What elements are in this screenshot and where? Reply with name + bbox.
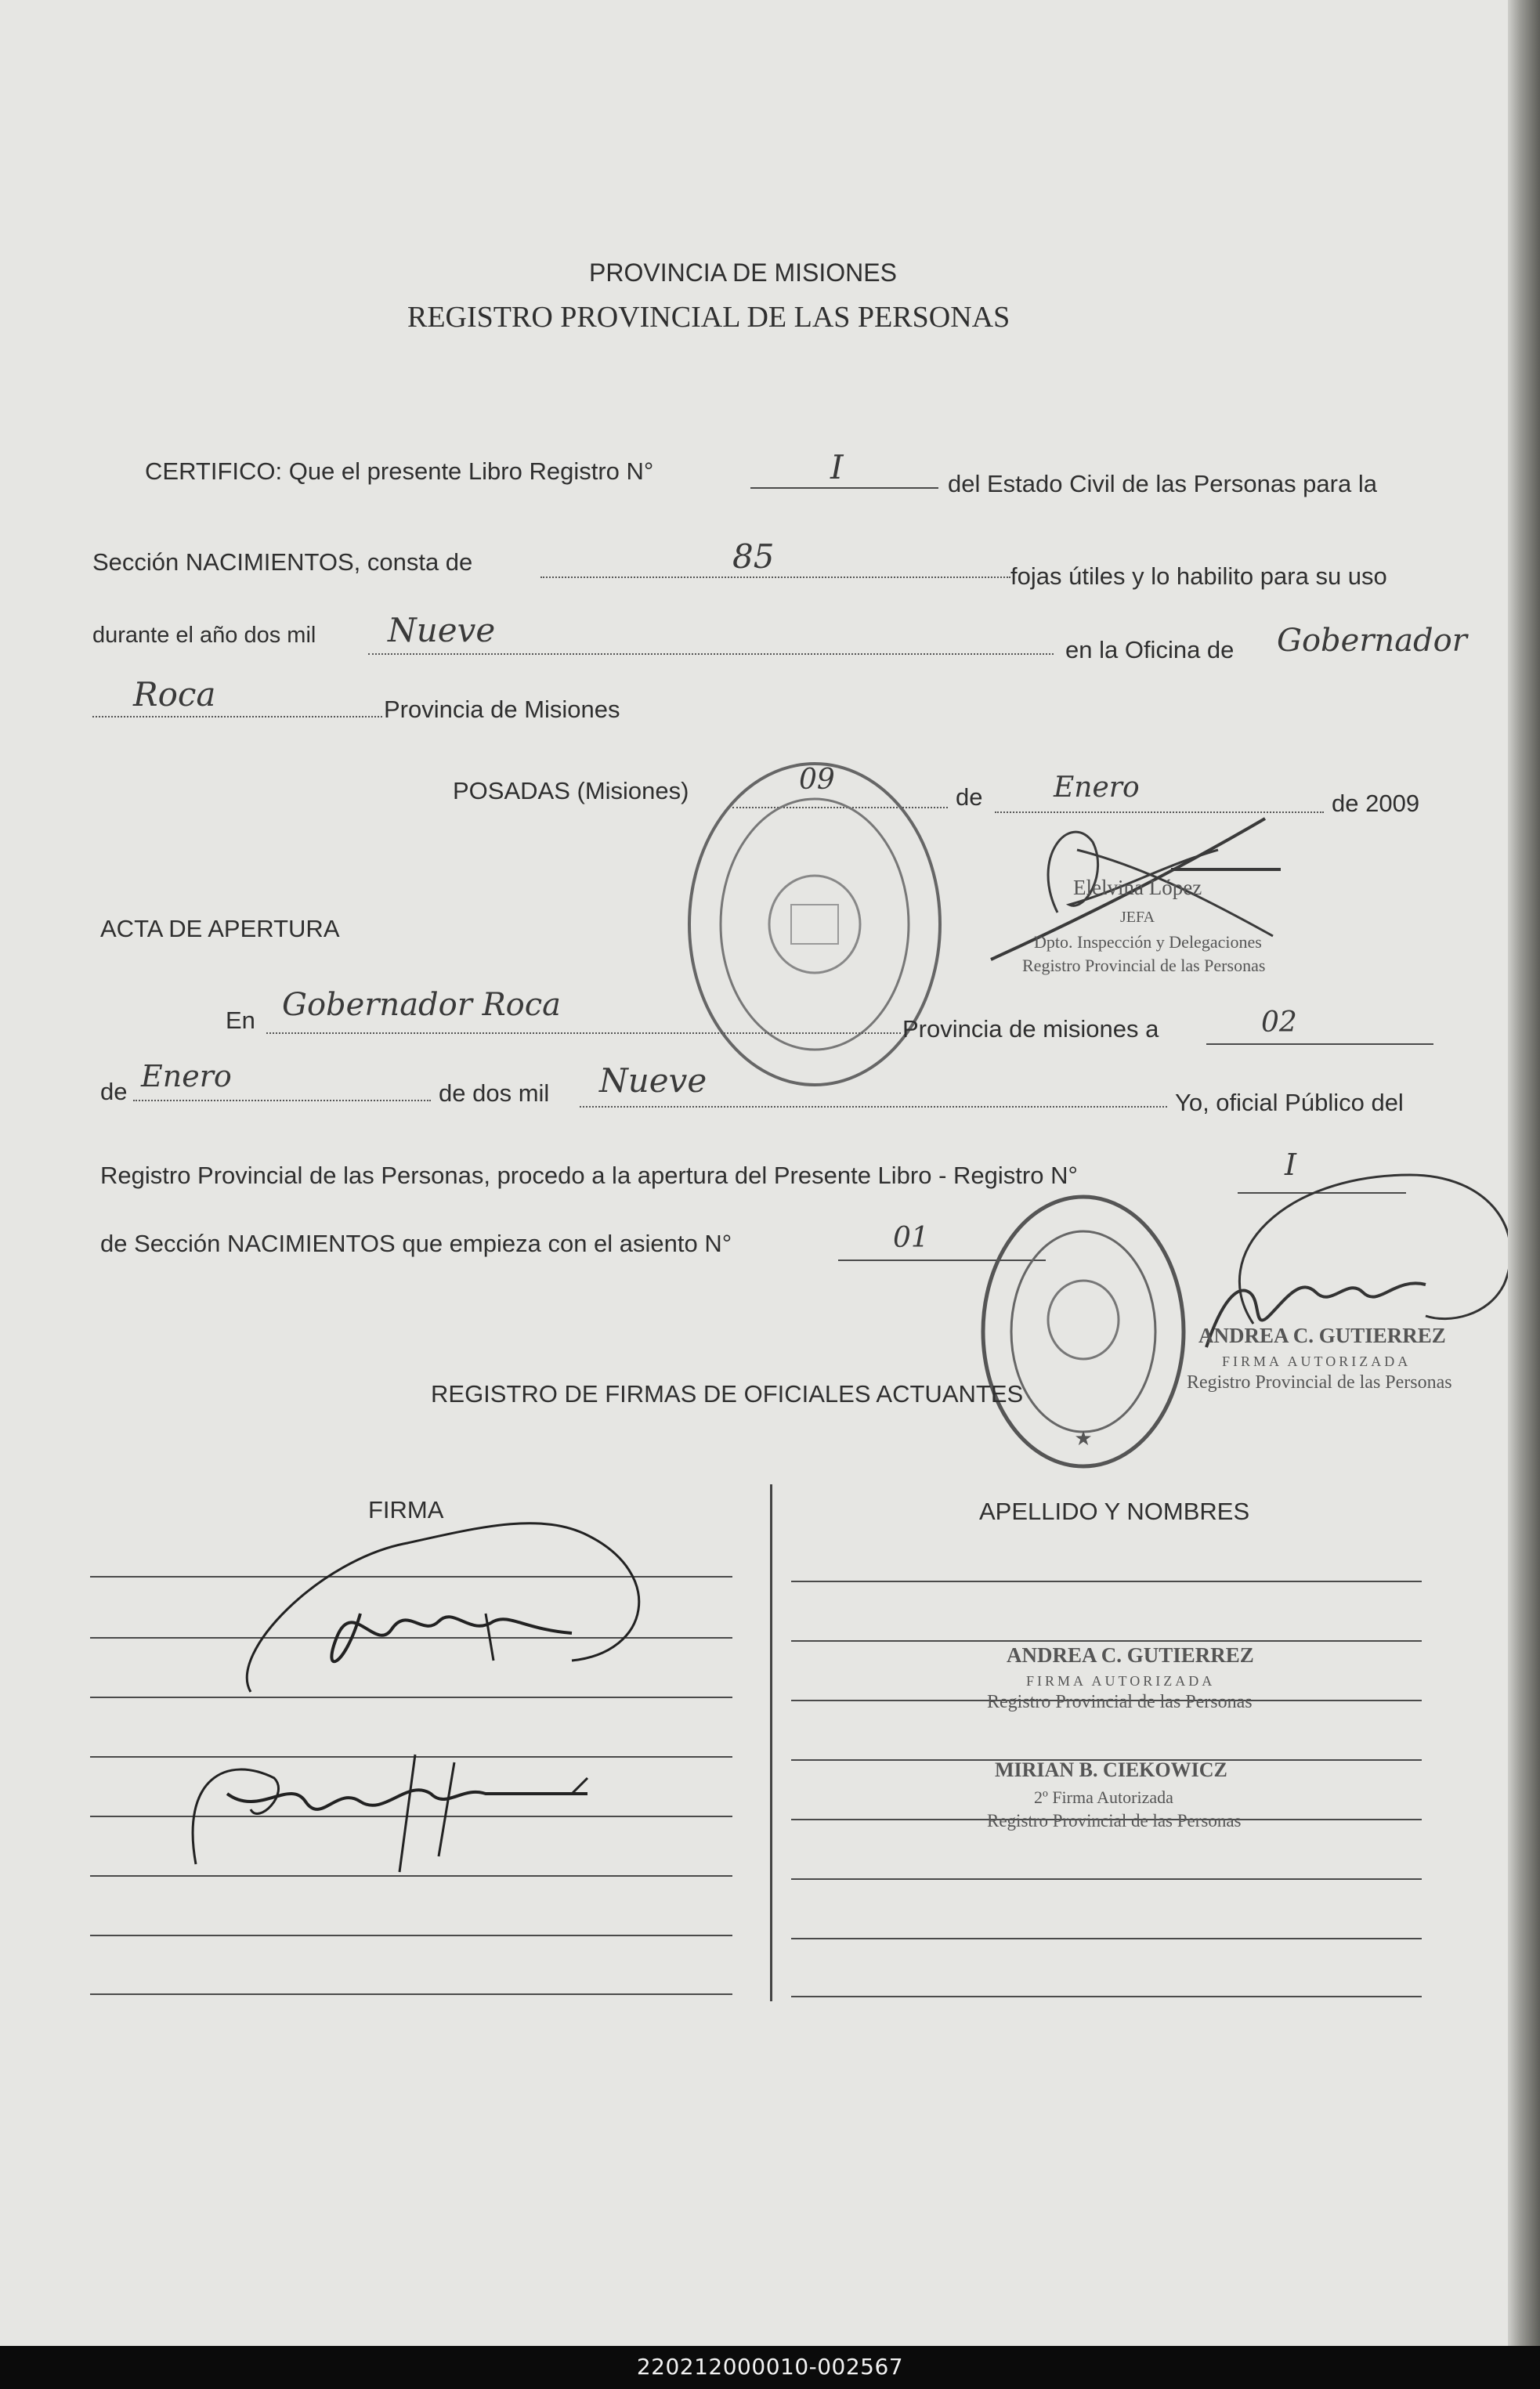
official-signature-2 xyxy=(180,1731,619,1888)
cert-line2-b: fojas útiles y lo habilito para su uso xyxy=(1010,562,1387,590)
folios-line xyxy=(540,576,1010,578)
signer-1-name: Elelvina López xyxy=(1073,876,1202,899)
cert-day: 09 xyxy=(799,764,835,796)
official-1-name: ANDREA C. GUTIERREZ xyxy=(1007,1643,1254,1667)
acta-book-number: I xyxy=(1285,1148,1297,1182)
acta-place: Gobernador Roca xyxy=(282,987,562,1023)
book-number: I xyxy=(830,448,844,486)
place-year: de 2009 xyxy=(1332,790,1420,817)
col-firma-header: FIRMA xyxy=(368,1496,444,1523)
signer-2-role: FIRMA AUTORIZADA xyxy=(1222,1354,1412,1369)
scan-footer xyxy=(0,2346,1540,2389)
official-2-role: 2º Firma Autorizada xyxy=(1034,1787,1173,1807)
signer-1-org: Registro Provincial de las Personas xyxy=(1022,956,1266,975)
svg-text:★: ★ xyxy=(1074,1426,1093,1450)
place-label: POSADAS (Misiones) xyxy=(453,777,689,804)
col-nombres-header: APELLIDO Y NOMBRES xyxy=(979,1498,1250,1525)
cert-line3-b: en la Oficina de xyxy=(1065,636,1235,663)
cert-line1-a: CERTIFICO: Que el presente Libro Registro N° xyxy=(145,457,654,485)
folios-value: 85 xyxy=(732,537,775,576)
signer-2-name: ANDREA C. GUTIERREZ xyxy=(1198,1324,1446,1347)
acta-l4-a: de Sección NACIMIENTOS que empieza con el asiento N° xyxy=(100,1230,732,1257)
acta-l2-c: Yo, oficial Público del xyxy=(1175,1089,1404,1116)
acta-l1-b: Provincia de misiones a xyxy=(902,1015,1159,1043)
place-de: de xyxy=(956,783,983,811)
official-1-role: FIRMA AUTORIZADA xyxy=(1026,1673,1216,1689)
official-1-org: Registro Provincial de las Personas xyxy=(987,1692,1253,1712)
acta-l3-a: Registro Provincial de las Personas, procedo a la apertura del Presente Libro - Registro N° xyxy=(100,1162,1078,1189)
acta-l2-b: de dos mil xyxy=(439,1079,550,1107)
acta-month-line xyxy=(133,1100,431,1101)
signer-2-org: Registro Provincial de las Personas xyxy=(1187,1372,1452,1393)
page-edge xyxy=(1508,0,1540,2346)
office-name-2: Roca xyxy=(133,675,216,714)
signer-1-role: JEFA xyxy=(1120,909,1155,926)
year-line xyxy=(368,653,1054,655)
cert-line3-a: durante el año dos mil xyxy=(92,623,316,648)
cert-line2-a: Sección NACIMIENTOS, consta de xyxy=(92,548,473,576)
province-heading: PROVINCIA DE MISIONES xyxy=(589,258,897,287)
book-number-line xyxy=(750,487,938,489)
firmas-title: REGISTRO DE FIRMAS DE OFICIALES ACTUANTES xyxy=(431,1380,1024,1408)
acta-l1-a: En xyxy=(226,1007,255,1034)
acta-place-line xyxy=(266,1032,901,1034)
official-2-name: MIRIAN B. CIEKOWICZ xyxy=(995,1758,1227,1781)
acta-year-words: Nueve xyxy=(599,1061,707,1100)
official-2-org: Registro Provincial de las Personas xyxy=(987,1811,1242,1831)
cert-line1-b: del Estado Civil de las Personas para la xyxy=(948,470,1377,497)
registry-heading: REGISTRO PROVINCIAL DE LAS PERSONAS xyxy=(407,301,1010,334)
acta-day: 02 xyxy=(1261,1007,1297,1039)
acta-entry: 01 xyxy=(893,1222,929,1254)
scan-id: 220212000010-002567 xyxy=(636,2354,904,2380)
office-line-2 xyxy=(92,716,382,717)
column-divider xyxy=(770,1484,772,2001)
cert-month: Enero xyxy=(1054,772,1140,804)
acta-title: ACTA DE APERTURA xyxy=(100,915,340,942)
acta-month: Enero xyxy=(141,1059,232,1093)
acta-l2-a: de xyxy=(100,1078,128,1105)
registry-seal-round xyxy=(978,1191,1189,1473)
official-signature-1 xyxy=(227,1496,674,1708)
acta-day-line xyxy=(1206,1043,1433,1045)
signer-1-dept: Dpto. Inspección y Delegaciones xyxy=(1034,932,1262,952)
year-words: Nueve xyxy=(388,611,496,649)
cert-line4-b: Provincia de Misiones xyxy=(384,696,620,723)
acta-year-line xyxy=(580,1106,1167,1108)
office-name-1: Gobernador xyxy=(1277,623,1467,659)
